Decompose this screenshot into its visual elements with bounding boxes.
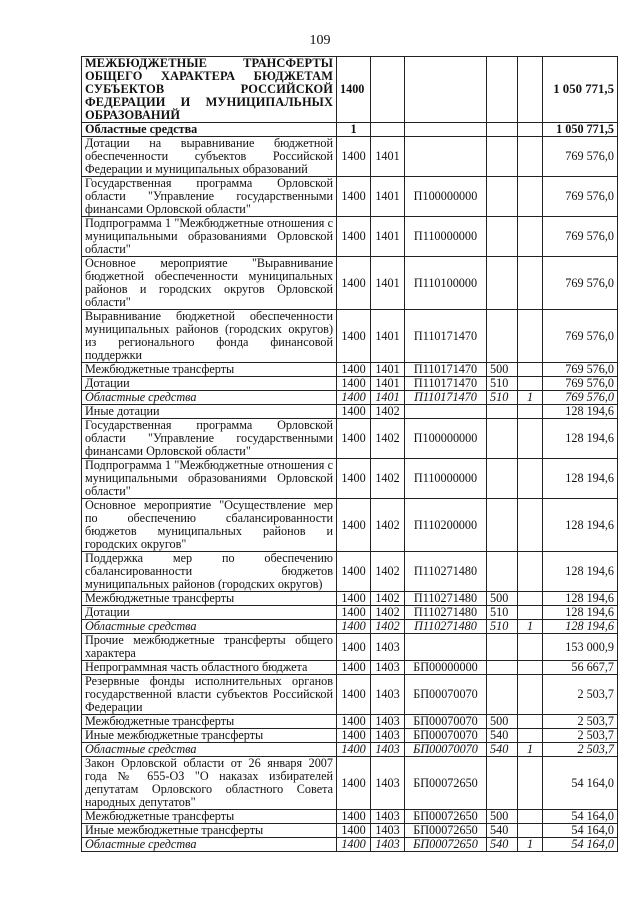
row-name-cell: Основное мероприятие "Выравнивание бюджетной обеспеченности муниципальных районов и городских округов Орловской области" [82,257,337,310]
row-subsection-cell: 1402 [371,606,405,620]
row-name-cell: Областные средства [82,123,337,137]
row-section-cell: 1 [337,123,371,137]
row-expense-type-cell [487,177,518,217]
row-subsection-cell [371,123,405,137]
row-expense-type-cell: 510 [487,606,518,620]
table-row [82,838,618,852]
row-section-cell: 1400 [337,459,371,499]
row-target-article-cell: П110171470 [405,310,487,363]
row-amount-cell: 56 667,7 [543,661,618,675]
row-name-cell: Межбюджетные трансферты [82,592,337,606]
row-name-cell: Областные средства [82,838,337,852]
row-expense-type-cell [487,137,518,177]
table-row [82,810,618,824]
row-target-article-cell: БП00072650 [405,838,487,852]
row-subsection-cell: 1402 [371,459,405,499]
row-section-cell: 1400 [337,552,371,592]
row-target-article-cell: П100000000 [405,177,487,217]
row-subsection-cell: 1403 [371,743,405,757]
row-source-cell [518,377,543,391]
row-expense-type-cell: 500 [487,715,518,729]
row-amount-cell: 128 194,6 [543,592,618,606]
row-amount-cell: 2 503,7 [543,675,618,715]
row-amount-cell: 128 194,6 [543,620,618,634]
row-name-cell: Областные средства [82,391,337,405]
row-expense-type-cell [487,419,518,459]
row-expense-type-cell: 540 [487,743,518,757]
row-amount-cell: 769 576,0 [543,377,618,391]
row-section-cell: 1400 [337,675,371,715]
row-source-cell: 1 [518,391,543,405]
row-name-cell: Резервные фонды исполнительных органов государственной власти субъектов Российской Федерации [82,675,337,715]
row-source-cell [518,810,543,824]
row-target-article-cell [405,634,487,661]
row-section-cell: 1400 [337,757,371,810]
row-amount-cell: 153 000,9 [543,634,618,661]
row-expense-type-cell [487,257,518,310]
row-name-cell: Иные межбюджетные трансферты [82,729,337,743]
row-source-cell [518,634,543,661]
row-source-cell [518,217,543,257]
row-section-cell: 1400 [337,377,371,391]
row-subsection-cell: 1401 [371,391,405,405]
row-name-cell: Областные средства [82,620,337,634]
row-section-cell: 1400 [337,838,371,852]
row-amount-cell: 769 576,0 [543,177,618,217]
row-target-article-cell: БП00072650 [405,810,487,824]
row-section-cell: 1400 [337,419,371,459]
table-row [82,377,618,391]
table-row [82,743,618,757]
row-section-cell: 1400 [337,606,371,620]
row-name-cell: Межбюджетные трансферты [82,810,337,824]
row-source-cell [518,592,543,606]
row-source-cell [518,675,543,715]
row-expense-type-cell [487,661,518,675]
table-row [82,606,618,620]
row-section-cell: 1400 [337,257,371,310]
row-subsection-cell: 1402 [371,592,405,606]
table-row [82,620,618,634]
row-amount-cell: 769 576,0 [543,391,618,405]
row-expense-type-cell: 500 [487,363,518,377]
table-row [82,757,618,810]
row-amount-cell: 2 503,7 [543,729,618,743]
row-section-cell: 1400 [337,592,371,606]
row-subsection-cell [371,57,405,123]
row-expense-type-cell [487,310,518,363]
row-target-article-cell: П110171470 [405,363,487,377]
row-subsection-cell: 1403 [371,810,405,824]
row-expense-type-cell [487,459,518,499]
row-name-cell: Иные дотации [82,405,337,419]
row-section-cell: 1400 [337,499,371,552]
row-section-cell: 1400 [337,177,371,217]
row-name-cell: Областные средства [82,743,337,757]
row-source-cell [518,606,543,620]
row-section-cell: 1400 [337,217,371,257]
row-subsection-cell: 1403 [371,715,405,729]
row-expense-type-cell [487,123,518,137]
row-name-cell: Подпрограмма 1 "Межбюджетные отношения с муниципальными образованиями Орловской области" [82,217,337,257]
row-target-article-cell: П110171470 [405,377,487,391]
page-number: 109 [309,33,331,48]
row-name-cell: Основное мероприятие "Осуществление мер по обеспечению сбалансированности бюджетов муниципальных районов и городских округов" [82,499,337,552]
row-amount-cell: 54 164,0 [543,824,618,838]
table-row [82,57,618,123]
row-name-cell: Подпрограмма 1 "Межбюджетные отношения с муниципальными образованиями Орловской области" [82,459,337,499]
row-name-cell: Межбюджетные трансферты [82,715,337,729]
row-section-cell: 1400 [337,57,371,123]
row-expense-type-cell [487,757,518,810]
row-subsection-cell: 1403 [371,634,405,661]
row-subsection-cell: 1402 [371,552,405,592]
row-section-cell: 1400 [337,824,371,838]
row-source-cell [518,310,543,363]
row-subsection-cell: 1401 [371,310,405,363]
row-expense-type-cell: 540 [487,838,518,852]
row-source-cell [518,729,543,743]
row-source-cell: 1 [518,838,543,852]
row-target-article-cell [405,405,487,419]
row-source-cell [518,824,543,838]
row-target-article-cell: П110171470 [405,391,487,405]
row-section-cell: 1400 [337,634,371,661]
row-target-article-cell: БП00000000 [405,661,487,675]
row-expense-type-cell [487,499,518,552]
row-source-cell [518,715,543,729]
row-target-article-cell: П110000000 [405,217,487,257]
row-name-cell: Непрограммная часть областного бюджета [82,661,337,675]
table-row [82,391,618,405]
row-source-cell: 1 [518,743,543,757]
table-row [82,729,618,743]
row-subsection-cell: 1401 [371,177,405,217]
table-row [82,310,618,363]
row-target-article-cell: П110000000 [405,459,487,499]
row-amount-cell: 1 050 771,5 [543,123,618,137]
row-expense-type-cell [487,552,518,592]
row-target-article-cell: П110271480 [405,606,487,620]
row-source-cell [518,123,543,137]
row-name-cell: Дотации [82,606,337,620]
row-target-article-cell: БП00072650 [405,757,487,810]
table-row [82,257,618,310]
table-row [82,217,618,257]
row-section-cell: 1400 [337,729,371,743]
row-target-article-cell: П110200000 [405,499,487,552]
row-amount-cell: 128 194,6 [543,552,618,592]
table-row [82,715,618,729]
table-row [82,123,618,137]
row-amount-cell: 128 194,6 [543,499,618,552]
row-expense-type-cell: 500 [487,810,518,824]
row-subsection-cell: 1402 [371,620,405,634]
row-name-cell: Закон Орловской области от 26 января 2007 года № 655-ОЗ "О наказах избирателей депутатам Орловского областного Совета народных депутатов" [82,757,337,810]
row-name-cell: МЕЖБЮДЖЕТНЫЕ ТРАНСФЕРТЫ ОБЩЕГО ХАРАКТЕРА БЮДЖЕТАМ СУБЪЕКТОВ РОССИЙСКОЙ ФЕДЕРАЦИИ И МУНИЦИПАЛЬНЫХ ОБРАЗОВАНИЙ [82,57,337,123]
row-expense-type-cell: 540 [487,824,518,838]
row-subsection-cell: 1403 [371,661,405,675]
row-section-cell: 1400 [337,137,371,177]
row-name-cell: Дотации [82,377,337,391]
table-row [82,675,618,715]
row-amount-cell: 769 576,0 [543,217,618,257]
table-row [82,177,618,217]
row-subsection-cell: 1402 [371,405,405,419]
row-section-cell: 1400 [337,743,371,757]
row-amount-cell: 54 164,0 [543,838,618,852]
row-name-cell: Дотации на выравнивание бюджетной обеспеченности субъектов Российской Федерации и муниципальных образований [82,137,337,177]
row-amount-cell: 128 194,6 [543,419,618,459]
row-section-cell: 1400 [337,661,371,675]
row-subsection-cell: 1402 [371,499,405,552]
row-source-cell [518,257,543,310]
row-expense-type-cell [487,405,518,419]
row-amount-cell: 769 576,0 [543,137,618,177]
row-amount-cell: 128 194,6 [543,405,618,419]
row-target-article-cell: П100000000 [405,419,487,459]
row-source-cell [518,177,543,217]
row-name-cell: Иные межбюджетные трансферты [82,824,337,838]
budget-table-body [82,57,618,852]
row-subsection-cell: 1403 [371,757,405,810]
row-source-cell [518,757,543,810]
table-row [82,363,618,377]
row-name-cell: Межбюджетные трансферты [82,363,337,377]
row-amount-cell: 2 503,7 [543,743,618,757]
row-source-cell [518,405,543,419]
row-amount-cell: 769 576,0 [543,310,618,363]
row-name-cell: Выравнивание бюджетной обеспеченности муниципальных районов (городских округов) из регионального фонда финансовой поддержки [82,310,337,363]
table-row [82,824,618,838]
row-section-cell: 1400 [337,715,371,729]
row-amount-cell: 769 576,0 [543,257,618,310]
table-row [82,661,618,675]
row-target-article-cell: БП00070070 [405,729,487,743]
row-amount-cell: 2 503,7 [543,715,618,729]
row-expense-type-cell: 510 [487,391,518,405]
row-target-article-cell [405,57,487,123]
row-expense-type-cell [487,634,518,661]
row-expense-type-cell: 510 [487,620,518,634]
row-source-cell [518,459,543,499]
row-subsection-cell: 1401 [371,137,405,177]
row-target-article-cell: П110271480 [405,620,487,634]
budget-table [81,56,618,852]
row-name-cell: Поддержка мер по обеспечению сбалансированности бюджетов муниципальных районов (городских округов) [82,552,337,592]
row-section-cell: 1400 [337,810,371,824]
row-amount-cell: 1 050 771,5 [543,57,618,123]
row-subsection-cell: 1401 [371,217,405,257]
table-row [82,634,618,661]
row-subsection-cell: 1403 [371,675,405,715]
table-row [82,137,618,177]
row-subsection-cell: 1401 [371,363,405,377]
row-amount-cell: 54 164,0 [543,757,618,810]
row-section-cell: 1400 [337,391,371,405]
table-row [82,552,618,592]
table-row [82,419,618,459]
row-target-article-cell: П110271480 [405,552,487,592]
row-source-cell [518,499,543,552]
row-expense-type-cell [487,57,518,123]
row-subsection-cell: 1402 [371,419,405,459]
row-target-article-cell: П110271480 [405,592,487,606]
row-source-cell [518,419,543,459]
row-subsection-cell: 1403 [371,729,405,743]
table-row [82,459,618,499]
table-row [82,592,618,606]
row-target-article-cell [405,123,487,137]
row-expense-type-cell: 510 [487,377,518,391]
row-section-cell: 1400 [337,405,371,419]
row-name-cell: Государственная программа Орловской области "Управление государственными финансами Орловской области" [82,419,337,459]
row-section-cell: 1400 [337,310,371,363]
row-subsection-cell: 1401 [371,377,405,391]
row-source-cell [518,57,543,123]
row-subsection-cell: 1403 [371,824,405,838]
row-target-article-cell: П110100000 [405,257,487,310]
row-amount-cell: 128 194,6 [543,459,618,499]
row-name-cell: Государственная программа Орловской области "Управление государственными финансами Орловской области" [82,177,337,217]
row-source-cell [518,137,543,177]
row-section-cell: 1400 [337,363,371,377]
row-target-article-cell: БП00070070 [405,715,487,729]
row-source-cell [518,552,543,592]
table-row [82,405,618,419]
row-amount-cell: 769 576,0 [543,363,618,377]
row-expense-type-cell: 500 [487,592,518,606]
row-source-cell: 1 [518,620,543,634]
row-expense-type-cell [487,217,518,257]
row-section-cell: 1400 [337,620,371,634]
row-name-cell: Прочие межбюджетные трансферты общего характера [82,634,337,661]
row-source-cell [518,363,543,377]
row-subsection-cell: 1403 [371,838,405,852]
row-expense-type-cell [487,675,518,715]
row-subsection-cell: 1401 [371,257,405,310]
row-target-article-cell: БП00072650 [405,824,487,838]
table-row [82,499,618,552]
row-target-article-cell: БП00070070 [405,743,487,757]
row-target-article-cell [405,137,487,177]
row-amount-cell: 128 194,6 [543,606,618,620]
row-amount-cell: 54 164,0 [543,810,618,824]
row-source-cell [518,661,543,675]
row-target-article-cell: БП00070070 [405,675,487,715]
row-expense-type-cell: 540 [487,729,518,743]
